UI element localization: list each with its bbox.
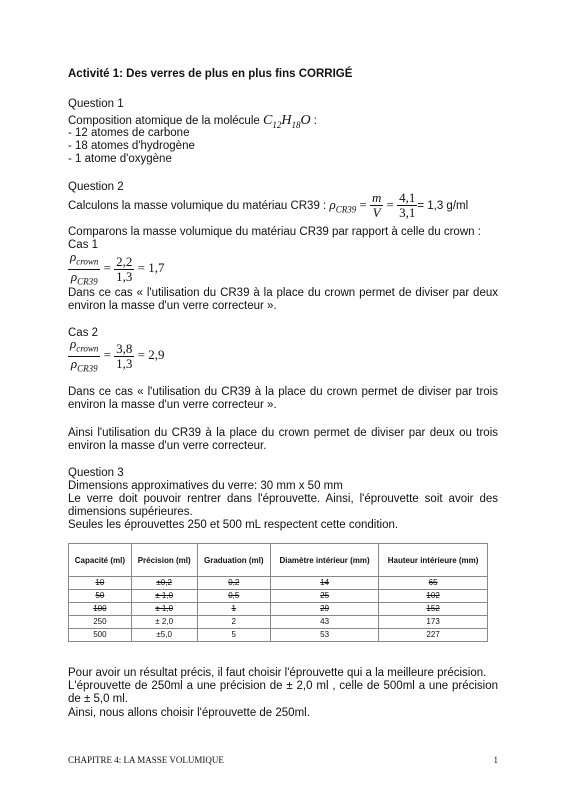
q1-heading: Question 1 xyxy=(68,98,124,110)
table-cell: 1 xyxy=(197,603,270,616)
table-cell: 500 xyxy=(69,629,132,642)
q2-calc-line: Calculons la masse volumique du matériau CR39 : $\rho_{CR39}$ = $\frac{m}{V}$ = $\frac{4,1}{3,1}$ = 1,3 g/ml xyxy=(68,190,469,221)
q2-conclusion: Ainsi l'utilisation du CR39 à la place du crown permet de diviser par deux ou trois environ la masse d'un verre correcteur. xyxy=(68,427,498,452)
table-cell: ±5,0 xyxy=(131,629,197,642)
case2-ratio: $\frac{\rho_{crown}}{\rho_{CR39}}$ = $\frac{3,8}{1,3}$ = 2,9 xyxy=(70,336,165,374)
table-cell: 25 xyxy=(270,590,378,603)
table-row xyxy=(69,577,488,590)
table-cell: 14 xyxy=(270,577,378,590)
page-number: 1 xyxy=(493,755,498,765)
table-cell: 152 xyxy=(379,603,488,616)
table-row xyxy=(69,616,488,629)
q3-final2: L'éprouvette de 250ml a une précision de ± 2,0 ml , celle de 500ml a une précision de ± 5,0 ml. xyxy=(68,680,498,705)
col-diameter: Diamètre intérieur (mm) xyxy=(270,544,378,577)
q2-compare: Comparons la masse volumique du matériau CR39 par rapport à celle du crown : xyxy=(68,226,481,238)
table-cell: 43 xyxy=(270,616,378,629)
table-cell: 29 xyxy=(270,603,378,616)
table-cell: 2 xyxy=(197,616,270,629)
q1-item-hydrogen: - 18 atomes d'hydrogène xyxy=(68,140,195,152)
q1-intro: Composition atomique de la molécule xyxy=(68,115,260,127)
case1-label: Cas 1 xyxy=(68,239,99,251)
page-footer xyxy=(68,755,498,765)
col-graduation: Graduation (ml) xyxy=(197,544,270,577)
cr39-density-result: = 1,3 g/ml xyxy=(417,200,469,212)
table-cell: 227 xyxy=(379,629,488,642)
table-cell: ±0,2 xyxy=(131,577,197,590)
q1-item-oxygen: - 1 atome d'oxygène xyxy=(68,153,172,165)
table-cell: 50 xyxy=(69,590,132,603)
cylinder-table xyxy=(68,543,488,642)
table-row xyxy=(69,629,488,642)
q3-text2: Seules les éprouvettes 250 et 500 mL respectent cette condition. xyxy=(68,519,399,531)
table-cell: 0,2 xyxy=(197,577,270,590)
col-capacity: Capacité (ml) xyxy=(69,544,132,577)
table-cell: 53 xyxy=(270,629,378,642)
table-row xyxy=(69,603,488,616)
mass-over-volume: $\frac{m}{V}$ xyxy=(371,190,382,221)
q1-item-carbon: - 12 atomes de carbone xyxy=(68,127,190,139)
case2-text: Dans ce cas « l'utilisation du CR39 à la place du crown permet de diviser par trois environ la masse d'un verre correcteur ». xyxy=(68,386,498,411)
table-cell: 0,5 xyxy=(197,590,270,603)
table-cell: 250 xyxy=(69,616,132,629)
table-cell: 5 xyxy=(197,629,270,642)
q1-intro-line: Composition atomique de la molécule $C_{12}H_{18}O$ : xyxy=(68,113,317,130)
table-cell: 100 xyxy=(69,603,132,616)
table-cell: 173 xyxy=(379,616,488,629)
case2-label: Cas 2 xyxy=(68,327,99,339)
q3-heading: Question 3 xyxy=(68,467,124,479)
col-precision: Précision (ml) xyxy=(131,544,197,577)
table-cell: 10 xyxy=(69,577,132,590)
table-header-row xyxy=(69,544,488,577)
table-cell: ± 1,0 xyxy=(131,603,197,616)
table-row xyxy=(69,590,488,603)
col-height: Hauteur intérieure (mm) xyxy=(379,544,488,577)
case1-text: Dans ce cas « l'utilisation du CR39 à la place du crown permet de diviser par deux environ la masse d'un verre correcteur ». xyxy=(68,287,498,312)
q2-calc-text: Calculons la masse volumique du matériau CR39 : xyxy=(68,200,327,212)
q3-final3: Ainsi, nous allons choisir l'éprouvette de 250ml. xyxy=(68,707,310,719)
table-cell: 65 xyxy=(379,577,488,590)
footer-chapter: CHAPITRE 4: LA MASSE VOLUMIQUE xyxy=(68,755,224,765)
table-cell: 102 xyxy=(379,590,488,603)
page-title: Activité 1: Des verres de plus en plus fins CORRIGÉ xyxy=(68,68,353,80)
molecule-formula: $C_{12}H_{18}O$ xyxy=(262,113,311,130)
table-cell: ± 1,0 xyxy=(131,590,197,603)
q2-heading: Question 2 xyxy=(68,181,124,193)
case1-ratio: $\frac{\rho_{crown}}{\rho_{CR39}}$ = $\frac{2,2}{1,3}$ = 1,7 xyxy=(70,249,165,287)
table-cell: ± 2,0 xyxy=(131,616,197,629)
q3-dims: Dimensions approximatives du verre: 30 mm x 50 mm xyxy=(68,480,343,492)
rho-cr39: $\rho_{CR39}$ xyxy=(329,197,357,215)
q3-final1: Pour avoir un résultat précis, il faut choisir l'éprouvette qui a la meilleure précision. xyxy=(68,667,487,679)
q3-text1: Le verre doit pouvoir rentrer dans l'éprouvette. Ainsi, l'éprouvette soit avoir des dimensions supérieures. xyxy=(68,493,498,518)
cr39-fraction: $\frac{4,1}{3,1}$ xyxy=(399,190,416,221)
